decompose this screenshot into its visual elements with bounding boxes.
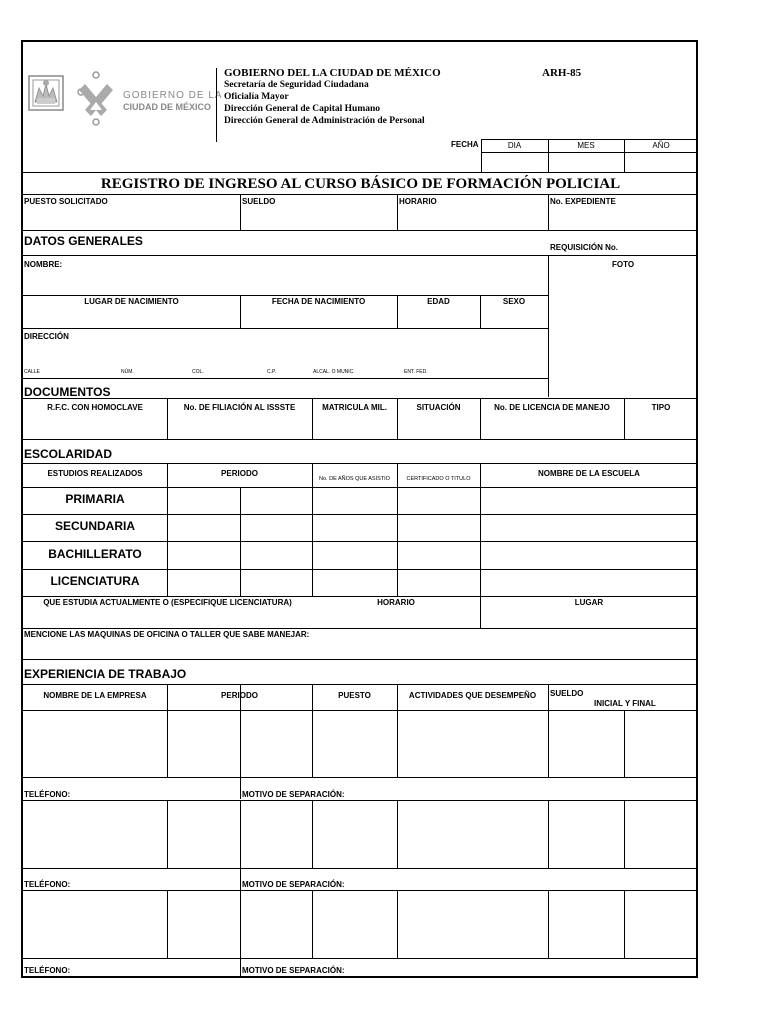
sexo-label: SEXO — [502, 297, 526, 306]
esc-divider — [240, 487, 241, 597]
job1-bottom — [23, 777, 698, 778]
expediente-label: No. EXPEDIENTE — [550, 197, 616, 206]
date-mes-field[interactable] — [549, 153, 623, 171]
row1-bottom-line — [23, 230, 698, 231]
logo-text-line1: GOBIERNO DE LA — [123, 90, 223, 101]
periodo-label: PERIODO — [221, 469, 258, 478]
job2-motivo-label: MOTIVO DE SEPARACIÓN: — [242, 880, 345, 889]
estudios-label: ESTUDIOS REALIZADOS — [47, 469, 143, 478]
esc-row-line — [23, 596, 698, 597]
datos-line — [23, 255, 698, 256]
secundaria-label: SECUNDARIA — [54, 519, 135, 533]
job3-motivo-label: MOTIVO DE SEPARACIÓN: — [242, 966, 345, 975]
maquinas-field[interactable] — [24, 642, 696, 657]
documentos-line — [23, 398, 698, 399]
fecha-label: FECHA — [451, 140, 479, 149]
date-dia-label: DIA — [507, 141, 522, 150]
direccion-field[interactable] — [24, 344, 546, 366]
matricula-field[interactable] — [313, 416, 396, 438]
actividades-label: ACTIVIDADES QUE DESEMPEÑO — [408, 691, 537, 700]
horario-label: HORARIO — [399, 197, 437, 206]
certificado-label: CERTIFICADO O TITULO — [406, 476, 471, 482]
puesto-field[interactable] — [24, 208, 239, 228]
estudia-actualmente-label: QUE ESTUDIA ACTUALMENTE O (ESPECIFIQUE LICENCIATURA) — [43, 598, 292, 607]
expediente-field[interactable] — [549, 208, 697, 228]
nombre-label: NOMBRE: — [24, 260, 63, 269]
escolaridad-heading: ESCOLARIDAD — [24, 447, 113, 461]
date-dia-field[interactable] — [482, 153, 547, 171]
esc-divider — [312, 463, 313, 597]
job3-bottom — [23, 958, 698, 959]
esc-row-line — [23, 569, 698, 570]
documentos-bottom-line — [23, 439, 698, 440]
maquinas-bottom-line — [23, 659, 698, 660]
alcaldia-label: ALCAL. O MUNIC. — [313, 369, 355, 375]
esc-divider — [167, 463, 168, 597]
date-ano-field[interactable] — [625, 153, 697, 171]
job1-tel-divider — [240, 777, 241, 799]
sueldo-field[interactable] — [241, 208, 396, 228]
job1-tel-bottom — [23, 800, 698, 801]
licencia-field[interactable] — [481, 416, 623, 438]
situacion-field[interactable] — [398, 416, 479, 438]
job3-telefono-label: TELÉFONO: — [24, 966, 71, 975]
esc-row-line — [23, 514, 698, 515]
inicial-final-label: INICIAL Y FINAL — [594, 699, 656, 708]
current-bottom-line — [23, 628, 698, 629]
maquinas-label: MENCIONE LAS MAQUINAS DE OFICINA O TALLER QUE SABE MANEJAR: — [24, 630, 310, 639]
licenciatura-label: LICENCIATURA — [50, 574, 140, 588]
lugar-label: LUGAR — [574, 598, 604, 607]
horario-actual-field[interactable] — [313, 610, 479, 626]
lugar-field[interactable] — [481, 610, 697, 626]
org-line-5: Dirección General de Administración de Personal — [224, 116, 425, 126]
esc-divider — [397, 463, 398, 597]
birth-bottom-line — [23, 328, 549, 329]
esc-row-line — [23, 541, 698, 542]
issste-label: No. DE FILIACIÓN AL ISSSTE — [183, 403, 296, 412]
horario-actual-label: HORARIO — [377, 598, 415, 607]
anos-label: No. DE AÑOS QUE ASISTIO — [319, 476, 390, 482]
cp-label: C.P. — [267, 369, 277, 375]
birth-top-line — [23, 295, 549, 296]
entidad-label: ENT. FED. — [404, 369, 428, 375]
experiencia-heading: EXPERIENCIA DE TRABAJO — [24, 667, 187, 681]
cdmx-logo-icon — [73, 70, 119, 128]
foto-label: FOTO — [612, 260, 635, 269]
sueldo-label: SUELDO — [242, 197, 276, 206]
job2-bottom — [23, 868, 698, 869]
job2-entry[interactable] — [24, 802, 696, 867]
lugar-nacimiento-label: LUGAR DE NACIMIENTO — [84, 297, 179, 306]
col-label: COL. — [192, 369, 204, 375]
rfc-label: R.F.C. CON HOMOCLAVE — [47, 403, 143, 412]
matricula-label: MATRICULA MIL. — [322, 403, 387, 412]
num-label: NÚM. — [121, 369, 134, 375]
datos-generales-heading: DATOS GENERALES — [24, 234, 143, 248]
estudia-actualmente-field[interactable] — [24, 610, 310, 626]
exp-periodo-label: PERIODO — [221, 691, 258, 700]
empresa-label: NOMBRE DE LA EMPRESA — [43, 691, 147, 700]
logo-text-line2: CIUDAD DE MÉXICO — [123, 102, 212, 112]
job1-motivo-label: MOTIVO DE SEPARACIÓN: — [242, 790, 345, 799]
foto-divider — [548, 255, 549, 397]
job2-telefono-label: TELÉFONO: — [24, 880, 71, 889]
city-crest-icon — [27, 74, 65, 114]
exp-sueldo-label: SUELDO — [550, 689, 584, 698]
experiencia-line — [23, 684, 698, 685]
direccion-label: DIRECCIÓN — [24, 332, 69, 341]
job1-telefono-label: TELÉFONO: — [24, 790, 71, 799]
documentos-heading: DOCUMENTOS — [24, 385, 111, 399]
direccion-bottom-line — [23, 378, 549, 379]
org-line-3: Oficialía Mayor — [224, 92, 289, 102]
job1-entry[interactable] — [24, 712, 696, 776]
tipo-label: TIPO — [651, 403, 671, 412]
rfc-field[interactable] — [24, 416, 166, 438]
nombre-field[interactable] — [63, 258, 545, 294]
org-line-2: Secretaría de Seguridad Ciudadana — [224, 80, 369, 90]
escuela-label: NOMBRE DE LA ESCUELA — [538, 469, 640, 478]
date-ano-label: AÑO — [652, 141, 670, 150]
fecha-nacimiento-label: FECHA DE NACIMIENTO — [271, 297, 366, 306]
escolaridad-line — [23, 463, 698, 464]
org-line-4: Dirección General de Capital Humano — [224, 104, 381, 114]
horario-field[interactable] — [398, 208, 547, 228]
header-divider — [216, 68, 217, 142]
exp-puesto-label: PUESTO — [338, 691, 371, 700]
form-title: REGISTRO DE INGRESO AL CURSO BÁSICO DE FORMACIÓN POLICIAL — [100, 176, 621, 192]
org-line-1: GOBIERNO DEL LA CIUDAD DE MÉXICO — [224, 67, 441, 79]
title-bottom-line — [23, 194, 698, 195]
job3-entry[interactable] — [24, 892, 696, 957]
licencia-label: No. DE LICENCIA DE MANEJO — [494, 403, 610, 412]
primaria-label: PRIMARIA — [65, 492, 125, 506]
form-code: ARH-85 — [542, 67, 582, 79]
issste-field[interactable] — [168, 416, 311, 438]
foto-box[interactable] — [550, 272, 696, 394]
esc-row-line — [23, 487, 698, 488]
bachillerato-label: BACHILLERATO — [48, 547, 142, 561]
title-top-line — [23, 172, 698, 173]
calle-label: CALLE — [24, 369, 40, 375]
requisicion-label: REQUISICIÓN No. — [550, 243, 619, 252]
situacion-label: SITUACIÓN — [416, 403, 461, 412]
edad-label: EDAD — [427, 297, 450, 306]
exp-header-bottom — [23, 710, 698, 711]
tipo-field[interactable] — [625, 416, 697, 438]
job2-tel-bottom — [23, 890, 698, 891]
date-top-line — [481, 139, 698, 140]
registration-form — [21, 40, 698, 978]
date-mes-label: MES — [577, 141, 595, 150]
puesto-label: PUESTO SOLICITADO — [24, 197, 108, 206]
